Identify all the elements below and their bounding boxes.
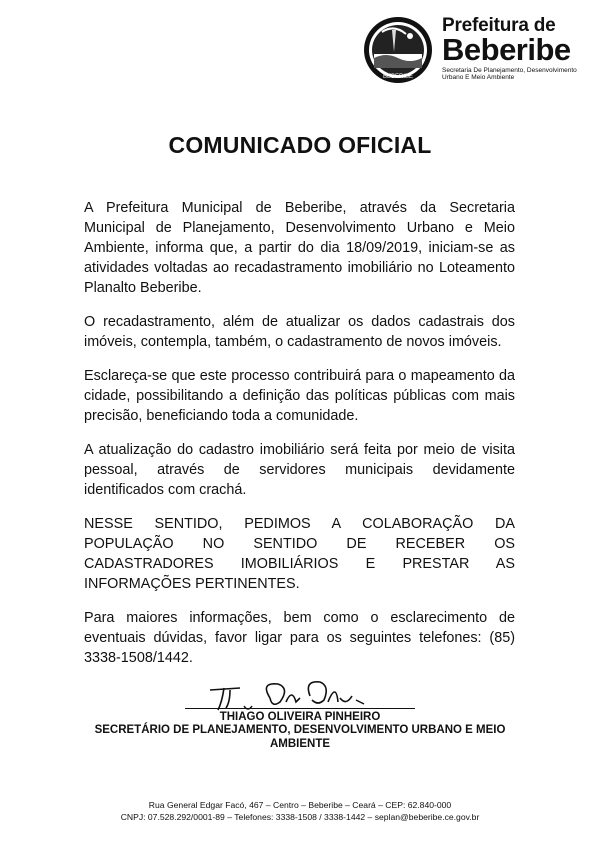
logo-line1: Prefeitura de	[442, 15, 556, 36]
signer-role: SECRETÁRIO DE PLANEJAMENTO, DESENVOLVIMENTO URBANO E MEIO AMBIENTE	[94, 724, 506, 750]
paragraph-2: O recadastramento, além de atualizar os dados cadastrais dos imóveis, contempla, também, o cadastramento de novos imóveis.	[84, 314, 515, 350]
document-body	[84, 198, 515, 682]
paragraph-4: A atualização do cadastro imobiliário será feita por meio de visita pessoal, através de servidores municipais devidamente identificados com crachá.	[84, 442, 515, 498]
logo-subtitle-1: Secretaria De Planejamento, Desenvolvimento	[442, 67, 577, 74]
paragraph-1: A Prefeitura Municipal de Beberibe, através da Secretaria Municipal de Planejamento, Desenvolvimento Urbano e Meio Ambiente, informa que, a partir do dia 18/09/2019, iniciam-se as atividades voltadas ao recadastramento imobiliário no Loteamento Planalto Beberibe.	[84, 200, 515, 296]
header-logo	[362, 14, 592, 86]
logo-subtitle-2: Urbano E Meio Ambiente	[442, 74, 515, 81]
footer-address: Rua General Edgar Facó, 467 – Centro – Beberibe – Ceará – CEP: 62.840-000	[148, 800, 452, 810]
footer-contacts: CNPJ: 07.528.292/0001-89 – Telefones: 3338-1508 / 3338-1442 – seplan@beberibe.ce.gov.br	[120, 812, 480, 822]
document-title: COMUNICADO OFICIAL	[168, 132, 432, 158]
signature-line	[185, 708, 415, 709]
logo-line2: Beberibe	[442, 32, 571, 67]
paragraph-3: Esclareça-se que este processo contribuirá para o mapeamento da cidade, possibilitando a definição das políticas públicas com mais precisão, beneficiando toda a comunidade.	[84, 368, 515, 424]
seal-text: BEBERIBE	[382, 74, 414, 80]
paragraph-6: Para maiores informações, bem como o esclarecimento de eventuais dúvidas, favor ligar para os seguintes telefones: (85) 3338-1508/1442.	[84, 610, 515, 666]
footer	[0, 799, 600, 823]
logo-text	[442, 16, 592, 81]
signer-name: THIAGO OLIVEIRA PINHEIRO	[219, 711, 381, 723]
municipal-seal-icon	[362, 14, 434, 86]
paragraph-5: NESSE SENTIDO, PEDIMOS A COLABORAÇÃO DA POPULAÇÃO NO SENTIDO DE RECEBER OS CADASTRADORES IMOBILIÁRIOS E PRESTAR AS INFORMAÇÕES PERTINENTES.	[84, 516, 515, 592]
